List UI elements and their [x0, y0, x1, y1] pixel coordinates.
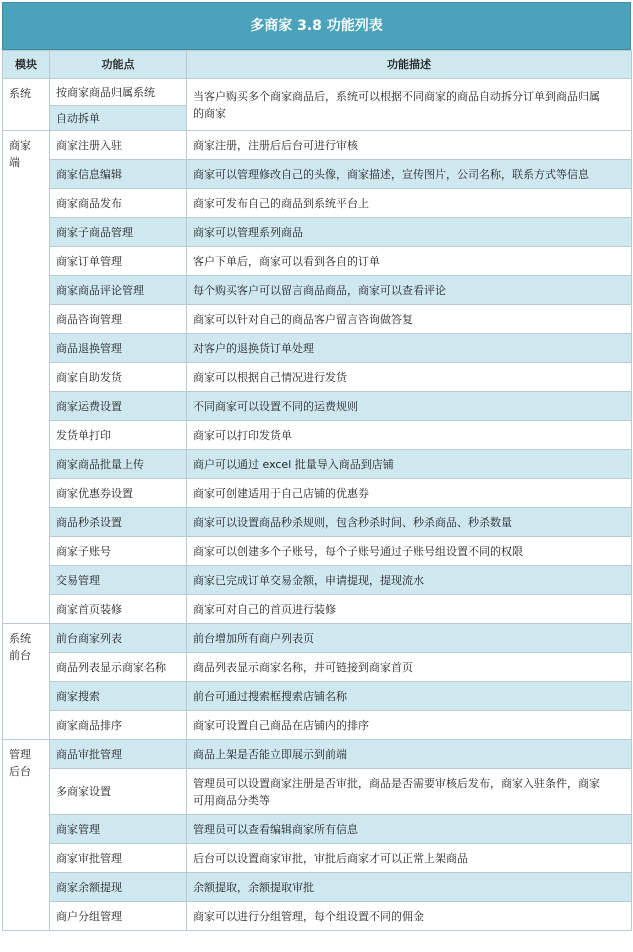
feature-desc: 商品列表显示商家名称，并可链接到商家首页 [187, 653, 632, 682]
feature-desc: 管理员可以查看编辑商家所有信息 [187, 815, 632, 844]
table-row [3, 537, 632, 566]
table-row [3, 711, 632, 740]
feature-desc: 管理员可以设置商家注册是否审批，商品是否需要审核后发布，商家入驻条件，商家 可用商品分类等 [187, 769, 632, 815]
header-desc: 功能描述 [187, 51, 632, 79]
feature-point: 商家子商品管理 [50, 218, 187, 247]
feature-point: 商家商品发布 [50, 189, 187, 218]
table-title: 多商家 3.8 功能列表 [2, 2, 631, 50]
feature-point: 自动拆单 [50, 106, 187, 131]
module-front: 系统 前台 [3, 624, 50, 740]
feature-point: 商品列表显示商家名称 [50, 653, 187, 682]
table-row [3, 334, 632, 363]
feature-desc: 前台增加所有商户列表页 [187, 624, 632, 653]
module-admin: 管理 后台 [3, 740, 50, 931]
feature-desc: 当客户购买多个商家商品后，系统可以根据不同商家的商品自动拆分订单到商品归属 的商家 [187, 79, 632, 131]
feature-point: 商家审批管理 [50, 844, 187, 873]
table-row [3, 769, 632, 815]
feature-point: 商家搜索 [50, 682, 187, 711]
table-row [3, 450, 632, 479]
feature-point: 商家余额提现 [50, 873, 187, 902]
feature-desc: 商家可以创建多个子账号，每个子账号通过子账号组设置不同的权限 [187, 537, 632, 566]
header-row [3, 51, 632, 79]
feature-desc: 商家已完成订单交易金额，申请提现，提现流水 [187, 566, 632, 595]
table-row [3, 873, 632, 902]
feature-point: 多商家设置 [50, 769, 187, 815]
feature-point: 商家运费设置 [50, 392, 187, 421]
table-row [3, 421, 632, 450]
feature-desc: 商品上架是否能立即展示到前端 [187, 740, 632, 769]
feature-desc: 商户可以通过 excel 批量导入商品到店铺 [187, 450, 632, 479]
table-row [3, 276, 632, 305]
table-row [3, 363, 632, 392]
feature-point: 发货单打印 [50, 421, 187, 450]
feature-desc: 不同商家可以设置不同的运费规则 [187, 392, 632, 421]
table-row [3, 392, 632, 421]
feature-point: 商家优惠券设置 [50, 479, 187, 508]
feature-desc: 商家可创建适用于自己店铺的优惠券 [187, 479, 632, 508]
table-row [3, 131, 632, 160]
table-row [3, 740, 632, 769]
table-row [3, 218, 632, 247]
table-row [3, 189, 632, 218]
table-row [3, 682, 632, 711]
feature-point: 商家订单管理 [50, 247, 187, 276]
header-module: 模块 [3, 51, 50, 79]
feature-point: 交易管理 [50, 566, 187, 595]
header-point: 功能点 [50, 51, 187, 79]
table-row [3, 844, 632, 873]
feature-point: 商家信息编辑 [50, 160, 187, 189]
feature-desc: 商家可以管理系列商品 [187, 218, 632, 247]
table-row [3, 479, 632, 508]
table-row [3, 247, 632, 276]
feature-desc: 后台可以设置商家审批，审批后商家才可以正常上架商品 [187, 844, 632, 873]
feature-desc: 每个购买客户可以留言商品商品，商家可以查看评论 [187, 276, 632, 305]
table-row [3, 160, 632, 189]
feature-point: 商家管理 [50, 815, 187, 844]
module-merchant: 商家 端 [3, 131, 50, 624]
feature-desc: 商家可以针对自己的商品客户留言咨询做答复 [187, 305, 632, 334]
table-row [3, 79, 632, 106]
feature-desc: 商家可以根据自己情况进行发货 [187, 363, 632, 392]
feature-point: 商家商品批量上传 [50, 450, 187, 479]
table-row [3, 815, 632, 844]
feature-point: 商品秒杀设置 [50, 508, 187, 537]
table-row [3, 566, 632, 595]
table-row [3, 624, 632, 653]
feature-point: 商家商品排序 [50, 711, 187, 740]
feature-desc: 商家可发布自己的商品到系统平台上 [187, 189, 632, 218]
table-row [3, 305, 632, 334]
feature-table-container [2, 2, 631, 931]
feature-point: 商家首页装修 [50, 595, 187, 624]
feature-point: 按商家商品归属系统 [50, 79, 187, 106]
feature-point: 前台商家列表 [50, 624, 187, 653]
feature-desc: 商家可以设置商品秒杀规则，包含秒杀时间、秒杀商品、秒杀数量 [187, 508, 632, 537]
feature-point: 商家子账号 [50, 537, 187, 566]
module-system: 系统 [3, 79, 50, 131]
table-row [3, 653, 632, 682]
feature-desc: 客户下单后，商家可以看到各自的订单 [187, 247, 632, 276]
feature-point: 商家注册入驻 [50, 131, 187, 160]
table-row [3, 595, 632, 624]
feature-desc: 对客户的退换货订单处理 [187, 334, 632, 363]
feature-table [2, 50, 632, 931]
feature-desc: 商家可设置自己商品在店铺内的排序 [187, 711, 632, 740]
feature-point: 商品退换管理 [50, 334, 187, 363]
feature-desc: 前台可通过搜索框搜索店铺名称 [187, 682, 632, 711]
feature-desc: 商家可以管理修改自己的头像，商家描述，宣传图片，公司名称，联系方式等信息 [187, 160, 632, 189]
table-row [3, 508, 632, 537]
feature-desc: 余额提取，余额提取审批 [187, 873, 632, 902]
feature-point: 商品咨询管理 [50, 305, 187, 334]
feature-desc: 商家可以进行分组管理，每个组设置不同的佣金 [187, 902, 632, 931]
feature-desc: 商家可对自己的首页进行装修 [187, 595, 632, 624]
table-row [3, 902, 632, 931]
feature-point: 商品审批管理 [50, 740, 187, 769]
feature-desc: 商家可以打印发货单 [187, 421, 632, 450]
feature-point: 商家自助发货 [50, 363, 187, 392]
feature-point: 商户分组管理 [50, 902, 187, 931]
feature-point: 商家商品评论管理 [50, 276, 187, 305]
feature-desc: 商家注册，注册后后台可进行审核 [187, 131, 632, 160]
